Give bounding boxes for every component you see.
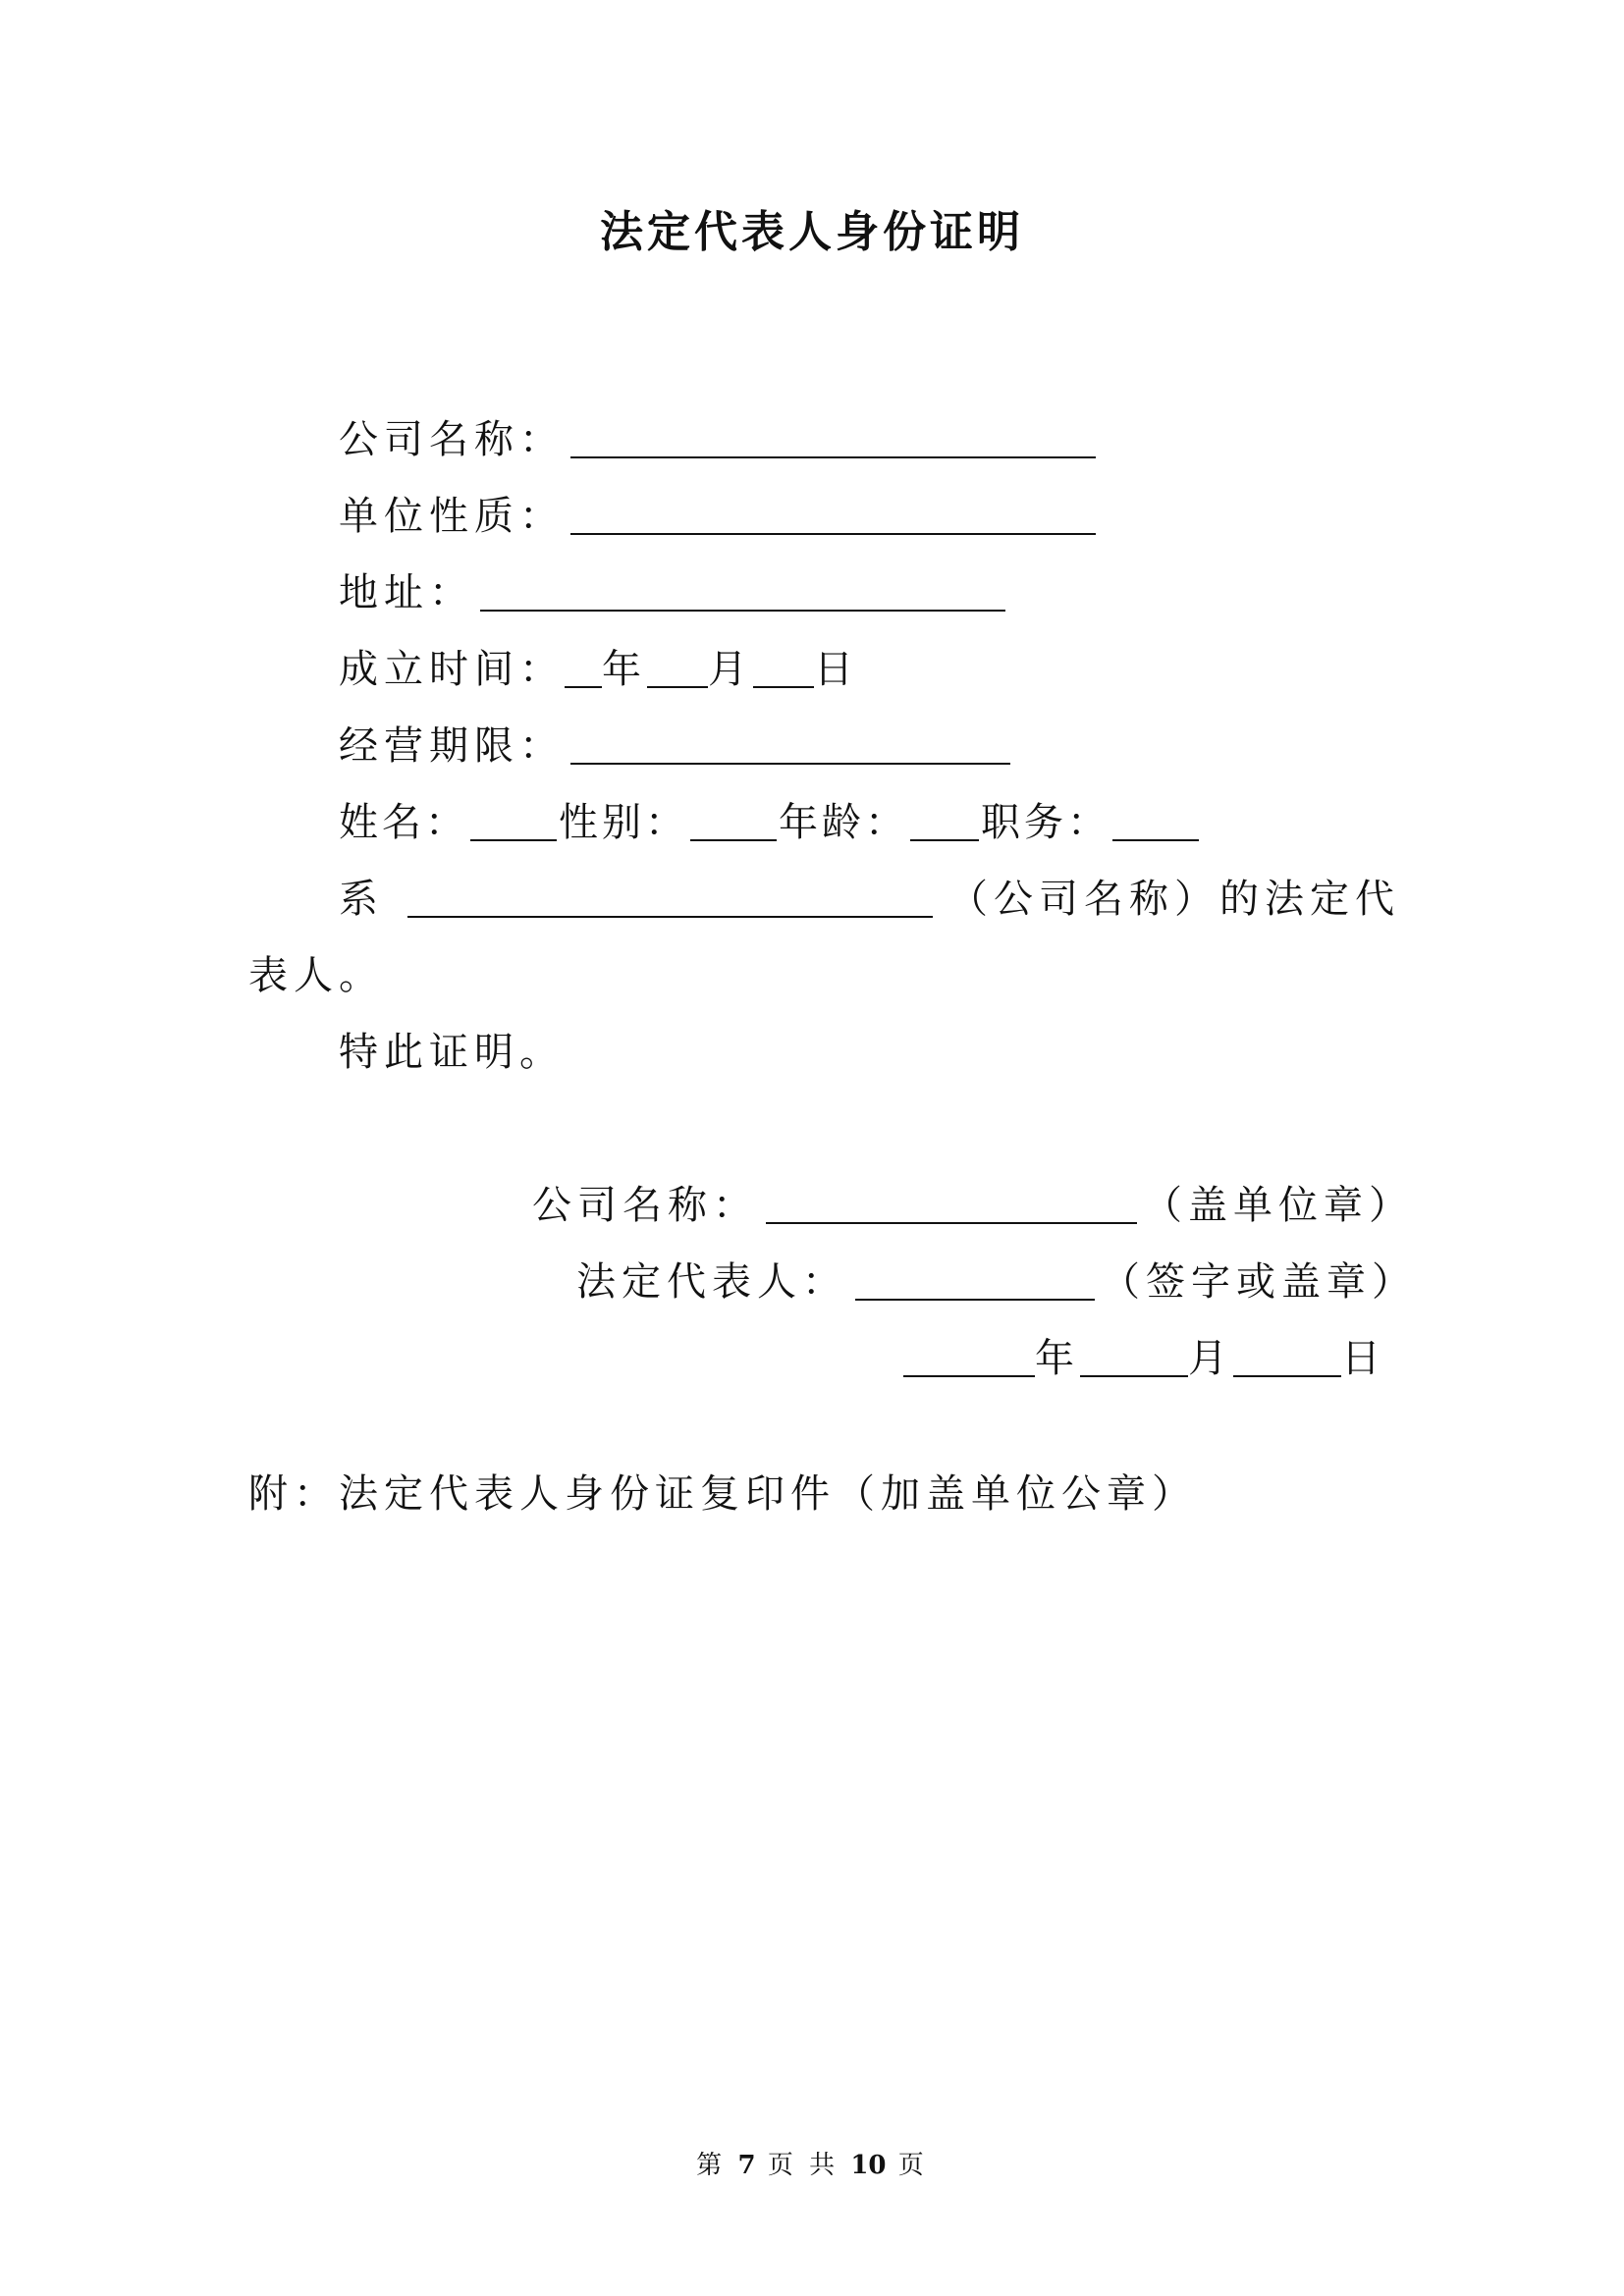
statement-prefix: 系 [339,877,384,922]
signature-year-blank[interactable] [903,1332,1035,1377]
signature-day-label: 日 [1341,1336,1386,1381]
age-label: 年龄： [779,800,908,845]
signature-rep-label: 法定代表人： [576,1259,847,1305]
founded-month-blank[interactable] [647,643,708,688]
unit-nature-blank[interactable] [570,490,1096,535]
signature-date-row [903,1331,1386,1386]
company-name-blank[interactable] [570,413,1096,458]
footer-current-page: 7 [737,2151,756,2180]
founded-day-blank[interactable] [753,643,814,688]
position-label: 职务： [981,800,1110,845]
page-footer [0,2145,1624,2181]
footer-prefix: 第 [696,2151,727,2180]
age-blank[interactable] [910,796,979,841]
signature-month-label: 月 [1188,1336,1233,1381]
company-name-label: 公司名称： [339,417,565,462]
footer-total-pages: 10 [850,2151,887,2180]
certify-text: 特此证明。 [339,1030,565,1075]
signature-rep-note: （签字或盖章） [1101,1259,1417,1305]
signature-rep-row [576,1255,1417,1309]
founded-day-label: 日 [814,647,859,692]
gender-label: 性别： [559,800,688,845]
founded-month-label: 月 [708,647,753,692]
term-blank[interactable] [570,720,1010,765]
position-blank[interactable] [1112,796,1199,841]
signature-company-blank[interactable] [766,1179,1137,1224]
statement-company-blank[interactable] [407,873,933,918]
gender-blank[interactable] [690,796,777,841]
term-label: 经营期限： [339,723,565,769]
address-label: 地址： [339,570,474,615]
statement-row [339,872,1400,927]
name-label: 姓名： [339,800,468,845]
term-row [339,719,1016,774]
founded-year-blank[interactable] [565,643,602,688]
unit-nature-label: 单位性质： [339,494,565,539]
signature-company-label: 公司名称： [532,1183,758,1228]
signature-month-blank[interactable] [1080,1332,1188,1377]
document-title: 法定代表人身份证明 [600,207,1024,257]
signature-company-row [532,1178,1414,1233]
founded-label: 成立时间： [339,647,565,692]
signature-rep-blank[interactable] [855,1255,1095,1301]
address-row [339,565,1011,620]
founded-row [339,642,859,697]
name-blank[interactable] [470,796,557,841]
unit-nature-row [339,489,1102,544]
attachment-note: 附：法定代表人身份证复印件（加盖单位公章） [248,1471,1197,1517]
statement-continuation: 表人。 [248,953,384,998]
footer-suffix: 页 [897,2151,928,2180]
signature-year-label: 年 [1035,1336,1080,1381]
person-row [339,795,1201,850]
founded-year-label: 年 [602,647,647,692]
signature-day-blank[interactable] [1233,1332,1341,1377]
statement-suffix: （公司名称）的法定代 [948,877,1400,922]
company-name-row [339,412,1102,467]
signature-company-note: （盖单位章） [1143,1183,1414,1228]
footer-mid: 页 共 [767,2151,839,2180]
address-blank[interactable] [480,566,1005,612]
